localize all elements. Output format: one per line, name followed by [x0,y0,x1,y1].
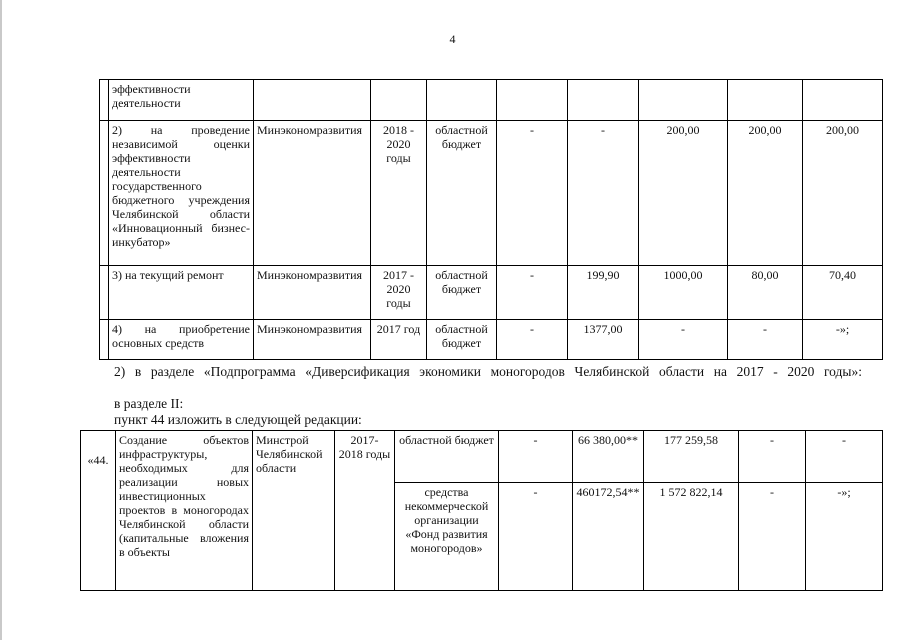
table-cell [100,266,109,320]
table-cell: - [728,320,803,360]
table-cell: 66 380,00** [573,431,644,483]
table-row [100,80,883,121]
table-cell: 200,00 [639,121,728,266]
table-row [81,431,883,483]
years: 2017- 2018 годы [335,431,395,591]
table-cell: 2) на проведение независимой оценки эффективности деятельности государственного бюджетного учреждения Челябинской области «Инновационный бизнес-инкубатор» [109,121,254,266]
table-cell [100,121,109,266]
table-cell: 177 259,58 [644,431,739,483]
page-number: 4 [449,32,456,46]
table-cell: Минэкономразвития [254,121,371,266]
budget-table-1 [99,79,883,360]
table-cell: 460172,54** [573,483,644,591]
table-cell: 1000,00 [639,266,728,320]
table-cell: 2018 - 2020 годы [371,121,427,266]
paragraph-line [114,364,862,379]
funding-source: средства некоммерческой организации «Фонд развития моногородов» [395,483,499,591]
table-cell: 200,00 [803,121,883,266]
table-cell [254,80,371,121]
table-cell: областной бюджет [427,121,497,266]
table-cell: - [497,121,568,266]
table-row [100,121,883,266]
table-cell: 1 572 822,14 [644,483,739,591]
table-cell: 3) на текущий ремонт [109,266,254,320]
table-cell: Минэкономразвития [254,266,371,320]
table-cell: - [497,266,568,320]
table-cell: эффективности деятельности [109,80,254,121]
item-name: Создание объектов инфраструктуры, необходимых для реализации новых инвестиционных проектов в моногородах Челябинской области (капитальные вложения в объекты [116,431,253,591]
item-number: «44. [81,431,116,591]
table-cell: - [639,320,728,360]
table-cell [100,320,109,360]
table-cell: областной бюджет [427,266,497,320]
table-cell: 1377,00 [568,320,639,360]
page-left-edge [0,0,2,640]
funding-source: областной бюджет [395,431,499,483]
table-cell: 2017 - 2020 годы [371,266,427,320]
table-cell [100,80,109,121]
table-cell [371,80,427,121]
section-ref: в разделе II: [114,396,184,411]
table-cell [568,80,639,121]
executor: Минстрой Челябинской области [253,431,335,591]
table-cell: -»; [803,320,883,360]
table-row [100,320,883,360]
budget-table-2 [80,430,883,591]
item-ref: пункт 44 изложить в следующей редакции: [114,412,362,427]
table-cell: 200,00 [728,121,803,266]
table-cell: - [499,431,573,483]
table-cell: - [497,320,568,360]
table-cell: Минэкономразвития [254,320,371,360]
table-cell [427,80,497,121]
table-cell: - [499,483,573,591]
table-cell: 80,00 [728,266,803,320]
table-cell: - [739,483,806,591]
table-cell: 199,90 [568,266,639,320]
table-cell [803,80,883,121]
table-cell [728,80,803,121]
table-cell: 2017 год [371,320,427,360]
table-cell [639,80,728,121]
table-cell: - [739,431,806,483]
table-cell: -»; [806,483,883,591]
table-cell: 70,40 [803,266,883,320]
paragraph-text: 2) в разделе «Подпрограмма «Диверсификация экономики моногородов Челябинской области на 2017 - 2020 годы»: [114,364,862,379]
table-cell: областной бюджет [427,320,497,360]
table-row [100,266,883,320]
table-cell: 4) на приобретение основных средств [109,320,254,360]
table-cell: - [806,431,883,483]
table-cell [497,80,568,121]
table-cell: - [568,121,639,266]
